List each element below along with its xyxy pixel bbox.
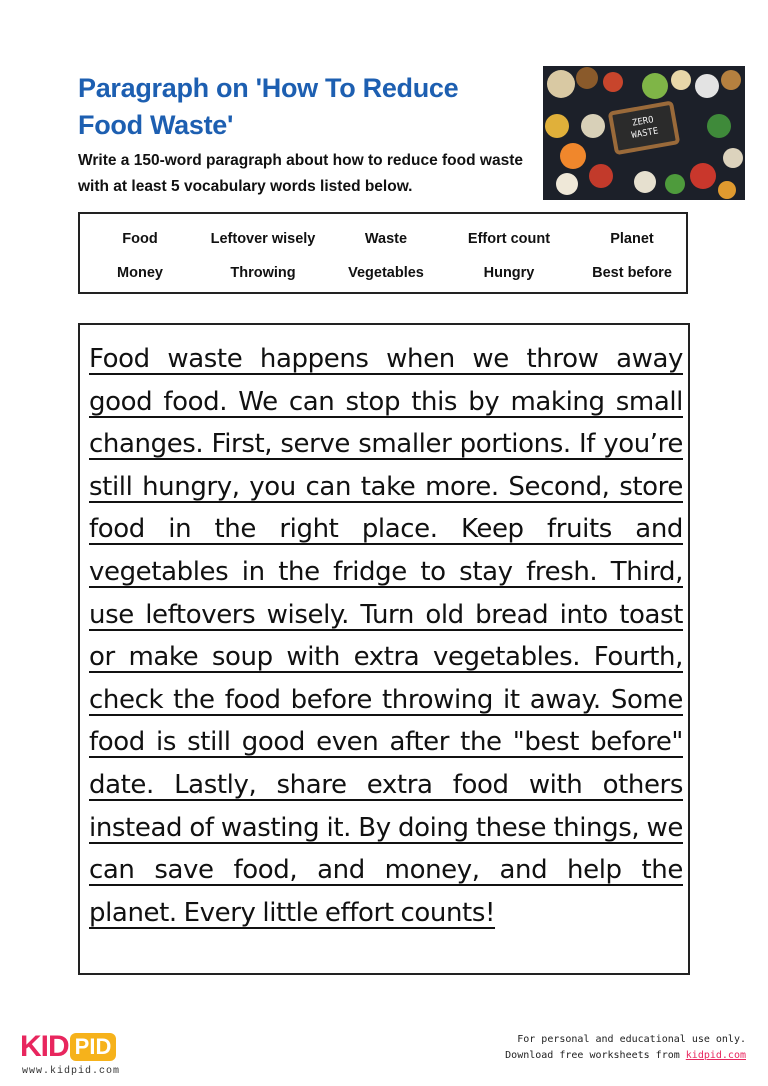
zero-sign-text: ZEROWASTE [630, 115, 660, 142]
vocab-word: Hungry [483, 265, 535, 281]
vocab-word: Vegetables [348, 265, 424, 281]
vocab-word: Leftover wisely [210, 231, 316, 247]
logo-kid-text: KID [20, 1030, 69, 1063]
kidpid-logo[interactable] [20, 1030, 116, 1064]
zero-waste-illustration [543, 66, 745, 200]
vocab-word: Effort count [467, 231, 551, 247]
logo-pid-text: PID [70, 1033, 117, 1061]
vocab-word: Best before [592, 265, 672, 281]
paragraph-box [78, 323, 690, 975]
footer-usage-line: For personal and educational use only. [517, 1034, 746, 1045]
footer-note [505, 1032, 746, 1064]
footer-download-line [505, 1048, 746, 1064]
vocabulary-box [78, 212, 688, 294]
vocab-word: Planet [610, 231, 654, 247]
zero-waste-photo [543, 66, 745, 200]
vocab-word: Money [117, 265, 163, 281]
paragraph-text: Food waste happens when we throw away good food. We can stop this by making small changes. First, serve smaller portions. If you’re still hungry, you can take more. Second, store food in the right place. Keep fruits and vegetables in the fridge to stay fresh. Third, use leftovers wisely. Turn old bread into toast or make soup with extra vegetables. Fourth, check the food before throwing it away. Some food is still good even after the "best before" date. Lastly, share extra food with others instead of wasting it. By doing these things, we can save food, and money, and help the planet. Every little effort counts! [89, 344, 683, 928]
worksheet-title: Paragraph on 'How To Reduce Food Waste' [78, 73, 459, 140]
footer-download-prefix: Download free worksheets from [505, 1050, 686, 1061]
vocab-word: Food [122, 231, 158, 247]
vocab-word: Throwing [230, 265, 296, 281]
vocab-word: Waste [364, 231, 408, 247]
worksheet-instructions: Write a 150-word paragraph about how to reduce food waste with at least 5 vocabulary words listed below. [78, 152, 523, 195]
logo-url[interactable]: www.kidpid.com [22, 1066, 121, 1077]
vocabulary-grid [80, 214, 686, 290]
footer-kidpid-link[interactable]: kidpid.com [685, 1050, 746, 1061]
